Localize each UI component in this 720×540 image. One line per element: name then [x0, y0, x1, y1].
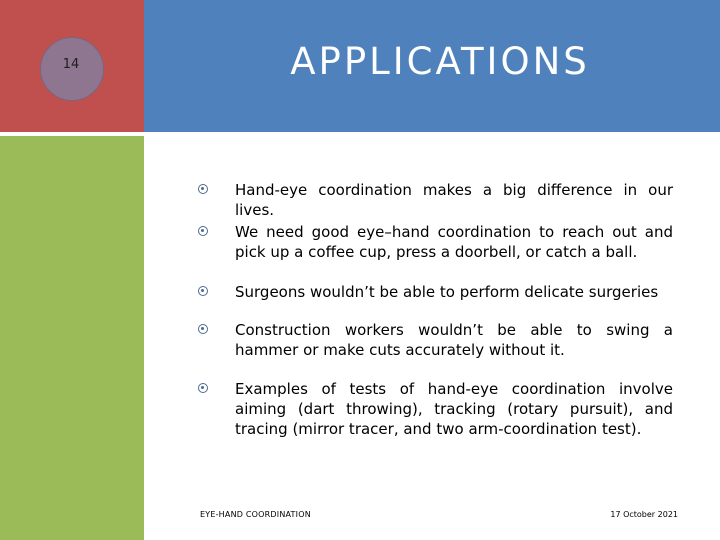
bullet-circle-icon	[198, 324, 208, 334]
footer-date: 17 October 2021	[610, 510, 678, 519]
bullet-text: Examples of tests of hand-eye coordination involve aiming (dart throwing), tracking (rotary pursuit), and tracing (mirror tracer, and two arm-coordination test).	[235, 380, 673, 438]
bullet-text: Hand-eye coordination makes a big difference in our lives.	[235, 181, 673, 219]
bullet-text: Construction workers wouldn’t be able to swing a hammer or make cuts accurately without it.	[235, 321, 673, 359]
slide-number: 14	[62, 57, 80, 72]
bullet-circle-icon	[198, 383, 208, 393]
sidebar-green-block	[0, 136, 144, 540]
bullet-text: Surgeons wouldn’t be able to perform delicate surgeries	[235, 283, 659, 301]
footer-title: EYE-HAND COORDINATION	[200, 510, 311, 519]
bullet-circle-icon	[198, 226, 208, 236]
bullet-circle-icon	[198, 184, 208, 194]
bullet-text: We need good eye–hand coordination to reach out and pick up a coffee cup, press a doorbell, or catch a ball.	[235, 223, 673, 261]
slide-title: APPLICATIONS	[290, 40, 590, 83]
bullet-circle-icon	[198, 286, 208, 296]
